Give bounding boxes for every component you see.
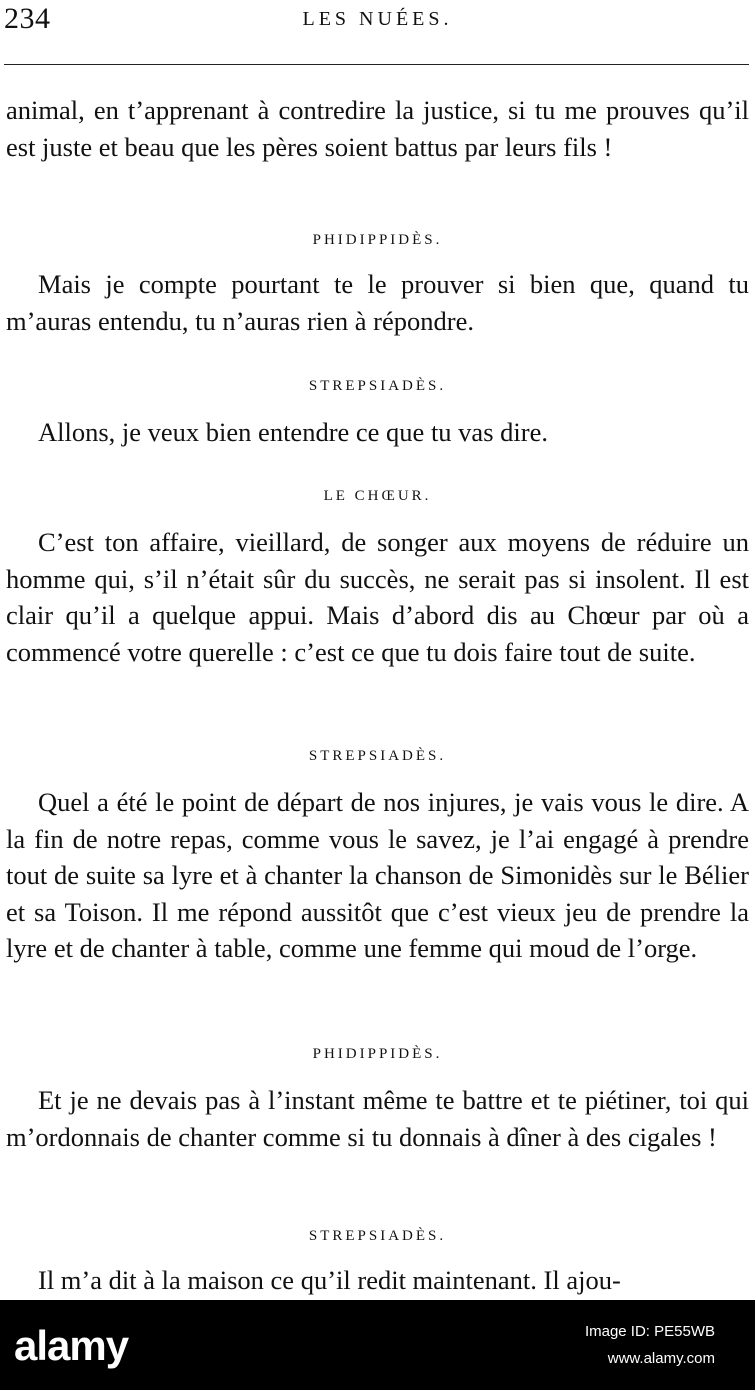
- speaker-strepsiades: STREPSIADÈS.: [308, 378, 447, 394]
- alamy-logo: alamy: [14, 1322, 129, 1369]
- speaker-choeur: LE CHŒUR.: [323, 488, 432, 504]
- paragraph-phidippides-1: Mais je compte pourtant te le prouver si bien que, quand tu m’auras entendu, tu n’auras rien à répondre.: [6, 269, 749, 336]
- paragraph-choeur: C’est ton affaire, vieillard, de songer aux moyens de réduire un homme qui, s’il n’était sûr du succès, ne serait pas si insolent. Il est clair qu’il a quelque appui. Mais d’abord dis au Chœur par où a commencé votre querelle : c’est ce que tu dois faire tout de suite.: [6, 527, 749, 667]
- paragraph-strepsiades-2: Quel a été le point de départ de nos injures, je vais vous le dire. A la fin de notre repas, comme vous le savez, je l’ai engagé à prendre tout de suite sa lyre et à chanter la chanson de Simonidès sur le Bélier et sa Toison. Il me répond aussitôt que c’est vieux jeu de prendre la lyre et de chanter à table, comme une femme qui moud de l’orge.: [6, 787, 749, 963]
- watermark-url: www.alamy.com: [607, 1350, 715, 1367]
- watermark-banner: [0, 1300, 755, 1390]
- paragraph-strepsiades-3: Il m’a dit à la maison ce qu’il redit maintenant. Il ajou-: [38, 1265, 621, 1295]
- paragraph-continuation: animal, en t’apprenant à contredire la justice, si tu me prouves qu’il est juste et beau que les pères soient battus par leurs fils !: [6, 95, 749, 162]
- speaker-phidippides: PHIDIPPIDÈS.: [312, 1046, 443, 1062]
- speaker-phidippides: PHIDIPPIDÈS.: [312, 232, 443, 248]
- page-number: 234: [4, 2, 51, 35]
- paragraph-strepsiades-1: Allons, je veux bien entendre ce que tu vas dire.: [38, 417, 548, 447]
- image-id-label: Image ID: PE55WB: [584, 1323, 715, 1340]
- speaker-strepsiades: STREPSIADÈS.: [308, 748, 447, 764]
- running-title: LES NUÉES.: [302, 8, 453, 30]
- header-rule: [4, 64, 749, 65]
- page-header: [0, 2, 755, 62]
- speaker-strepsiades: STREPSIADÈS.: [308, 1228, 447, 1244]
- paragraph-phidippides-2: Et je ne devais pas à l’instant même te battre et te piétiner, toi qui m’ordonnais de chanter comme si tu donnais à dîner à des cigales !: [6, 1085, 749, 1152]
